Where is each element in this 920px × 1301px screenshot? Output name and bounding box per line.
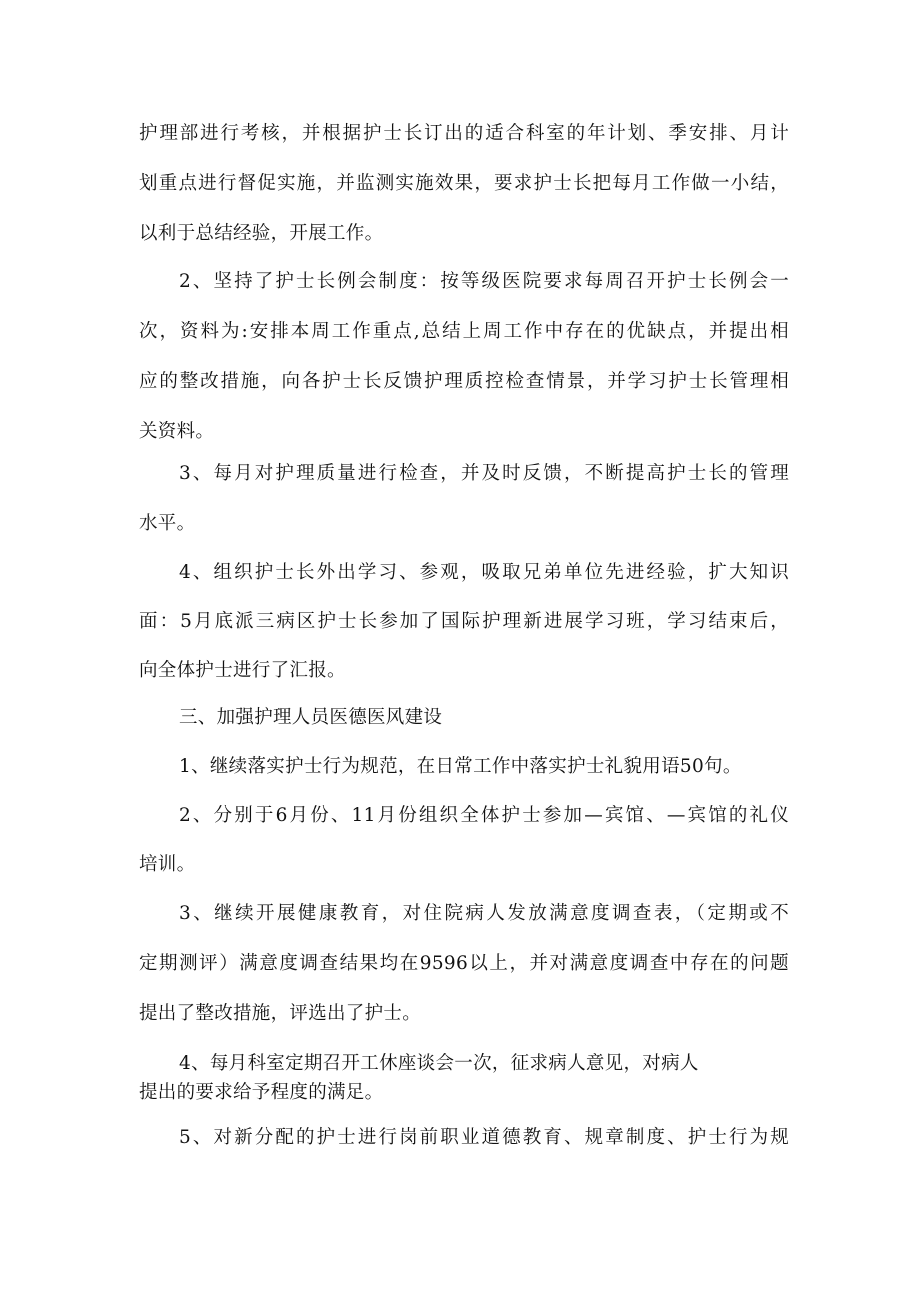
- text-line: 2、分别于6月份、11月份组织全体护士参加—宾馆、—宾馆的礼仪: [179, 805, 789, 826]
- text-line: 应的整改措施，向各护士长反馈护理质控检查情景，并学习护士长管理相: [139, 371, 789, 392]
- paragraph-9: [139, 1055, 789, 1103]
- text-line: 提出了整改措施，评选出了护士。: [139, 1003, 422, 1024]
- text-line: 划重点进行督促实施，并监测实施效果，要求护士长把每月工作做一小结，: [139, 173, 789, 194]
- text-line: 1、继续落实护士行为规范，在日常工作中落实护士礼貌用语50句。: [179, 756, 742, 777]
- text-line: 5、对新分配的护士进行岗前职业道德教育、规章制度、护士行为规: [179, 1127, 789, 1148]
- text-line: 3、继续开展健康教育，对住院病人发放满意度调查表，（定期或不: [179, 903, 789, 924]
- text-line: 护理部进行考核，并根据护士长订出的适合科室的年计划、季安排、月计: [139, 123, 789, 144]
- text-line: 面：5月底派三病区护士长参加了国际护理新进展学习班，学习结束后，: [139, 611, 789, 632]
- text-line: 培训。: [139, 854, 196, 875]
- paragraph-4: [139, 564, 789, 681]
- text-line: 定期测评）满意度调查结果均在9596以上，并对满意度调查中存在的问题: [139, 953, 789, 974]
- text-line: 3、每月对护理质量进行检查，并及时反馈，不断提高护士长的管理: [179, 463, 789, 484]
- paragraph-2: [139, 273, 789, 442]
- text-line: 以利于总结经验，开展工作。: [139, 223, 384, 244]
- paragraph-10: [139, 1129, 789, 1148]
- text-line: 水平。: [139, 513, 196, 534]
- text-line: 提出的要求给予程度的满足。: [139, 1082, 384, 1103]
- text-line: 2、坚持了护士长例会制度：按等级医院要求每周召开护士长例会一: [179, 271, 789, 292]
- text-line: 4、每月科室定期召开工休座谈会一次，征求病人意见，对病人: [179, 1053, 699, 1074]
- text-line: 三、加强护理人员医德医风建设: [179, 707, 443, 728]
- paragraph-6: [139, 758, 789, 777]
- text-line: 关资料。: [139, 421, 215, 442]
- text-line: 次，资料为:安排本周工作重点,总结上周工作中存在的优缺点，并提出相: [139, 321, 789, 342]
- paragraph-1: [139, 125, 789, 244]
- paragraph-8: [139, 905, 789, 1024]
- text-line: 4、组织护士长外出学习、参观，吸取兄弟单位先进经验，扩大知识: [179, 562, 789, 583]
- text-line: 向全体护士进行了汇报。: [139, 660, 346, 681]
- paragraph-7: [139, 807, 789, 875]
- section-heading: [139, 709, 789, 728]
- paragraph-3: [139, 465, 789, 534]
